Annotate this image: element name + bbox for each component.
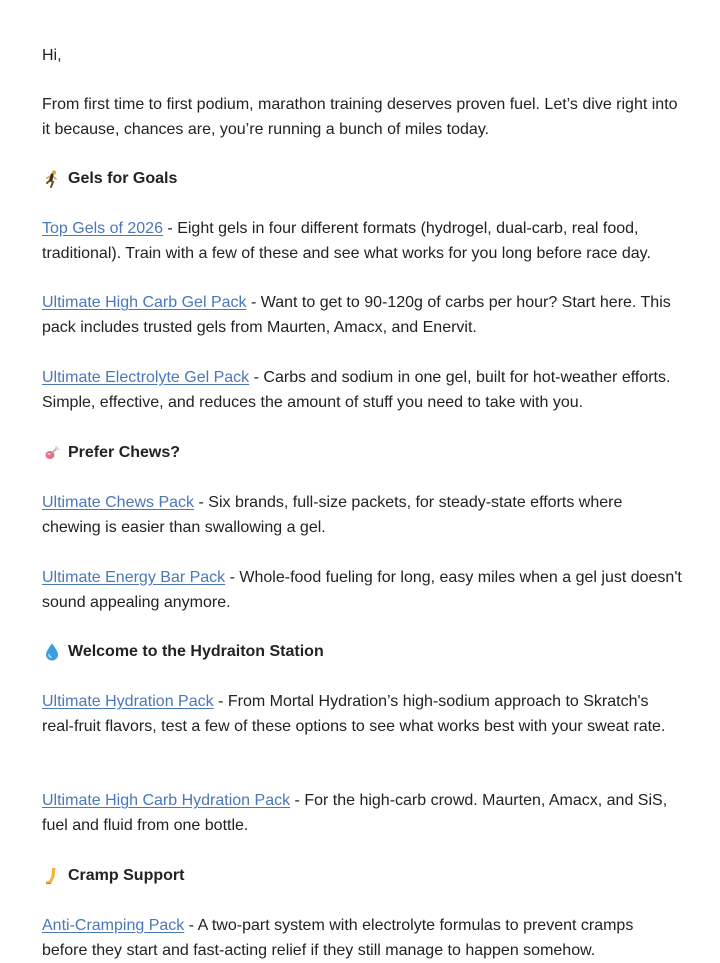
item-description: - Whole-food fueling for long, easy miles when a gel just doesn't sound appealing anymore. bbox=[42, 569, 682, 611]
section-heading-chews bbox=[42, 440, 682, 465]
section-heading-gels bbox=[42, 166, 682, 191]
leg-icon bbox=[42, 866, 62, 886]
intro-paragraph: From first time to first podium, marathon training deserves proven fuel. Let’s dive right into it because, chances are, you’re running a bunch of miles today. bbox=[42, 96, 678, 138]
anti-cramping-pack-link[interactable]: Anti-Cramping Pack bbox=[42, 917, 185, 934]
list-item bbox=[42, 788, 682, 838]
section-title: Welcome to the Hydraiton Station bbox=[68, 643, 324, 660]
item-description: - For the high-carb crowd. Maurten, Amacx, and SiS, fuel and fluid from one bottle. bbox=[42, 792, 668, 834]
section-title: Prefer Chews? bbox=[68, 444, 181, 461]
greeting: Hi, bbox=[42, 47, 62, 64]
item-description: - Want to get to 90-120g of carbs per hour? Start here. This pack includes trusted gels from Maurten, Amacx, and Enervit. bbox=[42, 294, 671, 336]
item-description: - Six brands, full-size packets, for steady-state efforts where chewing is easier than swallowing a gel. bbox=[42, 494, 623, 536]
top-gels-link[interactable]: Top Gels of 2026 bbox=[42, 220, 163, 237]
list-item bbox=[42, 689, 682, 739]
energy-bar-pack-link[interactable]: Ultimate Energy Bar Pack bbox=[42, 569, 226, 586]
list-item bbox=[42, 365, 682, 415]
droplet-icon bbox=[42, 642, 62, 662]
high-carb-gel-pack-link[interactable]: Ultimate High Carb Gel Pack bbox=[42, 294, 247, 311]
chews-pack-link[interactable]: Ultimate Chews Pack bbox=[42, 494, 195, 511]
list-item bbox=[42, 490, 682, 540]
hydration-pack-link[interactable]: Ultimate Hydration Pack bbox=[42, 693, 214, 710]
section-heading-cramp bbox=[42, 863, 682, 888]
list-item bbox=[42, 913, 682, 963]
item-description: - From Mortal Hydration’s high-sodium approach to Skratch's real-fruit flavors, test a few of these options to see what works best with your sweat rate. bbox=[42, 693, 666, 735]
section-heading-hydration bbox=[42, 639, 682, 664]
section-title: Cramp Support bbox=[68, 867, 185, 884]
electrolyte-gel-pack-link[interactable]: Ultimate Electrolyte Gel Pack bbox=[42, 369, 250, 386]
section-title: Gels for Goals bbox=[68, 170, 178, 187]
list-item bbox=[42, 290, 682, 340]
item-description: - Eight gels in four different formats (hydrogel, dual-carb, real food, traditional). Train with a few of these and see what works for you long before race day. bbox=[42, 220, 651, 262]
item-description: - Carbs and sodium in one gel, built for hot-weather efforts. Simple, effective, and reduces the amount of stuff you need to take with you. bbox=[42, 369, 671, 411]
list-item bbox=[42, 216, 682, 266]
item-description: - A two-part system with electrolyte formulas to prevent cramps before they start and fast-acting relief if they still manage to happen somehow. bbox=[42, 917, 634, 959]
list-item bbox=[42, 565, 682, 615]
runner-icon bbox=[42, 169, 62, 189]
high-carb-hydration-pack-link[interactable]: Ultimate High Carb Hydration Pack bbox=[42, 792, 291, 809]
candy-icon bbox=[42, 443, 62, 463]
